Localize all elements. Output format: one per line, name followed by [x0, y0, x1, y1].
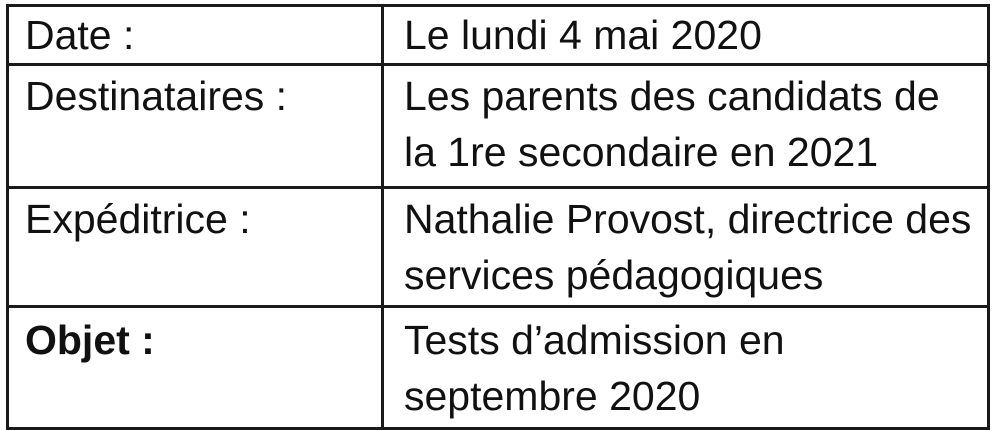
sender-label: Expéditrice : — [8, 188, 383, 307]
subject-label: Objet : — [8, 307, 383, 429]
subject-value: Tests d’admission en septembre 2020 — [383, 307, 989, 429]
recipients-value: Les parents des candidats de la 1re secondaire en 2021 — [383, 65, 989, 188]
date-label: Date : — [8, 6, 383, 65]
memo-row-subject — [8, 307, 989, 429]
memo-row-sender — [8, 188, 989, 307]
memo-header-table — [6, 4, 990, 430]
memo-row-date — [8, 6, 989, 65]
recipients-label: Destinataires : — [8, 65, 383, 188]
date-value: Le lundi 4 mai 2020 — [383, 6, 989, 65]
sender-value: Nathalie Provost, directrice des services pédagogiques — [383, 188, 989, 307]
memo-row-recipients — [8, 65, 989, 188]
